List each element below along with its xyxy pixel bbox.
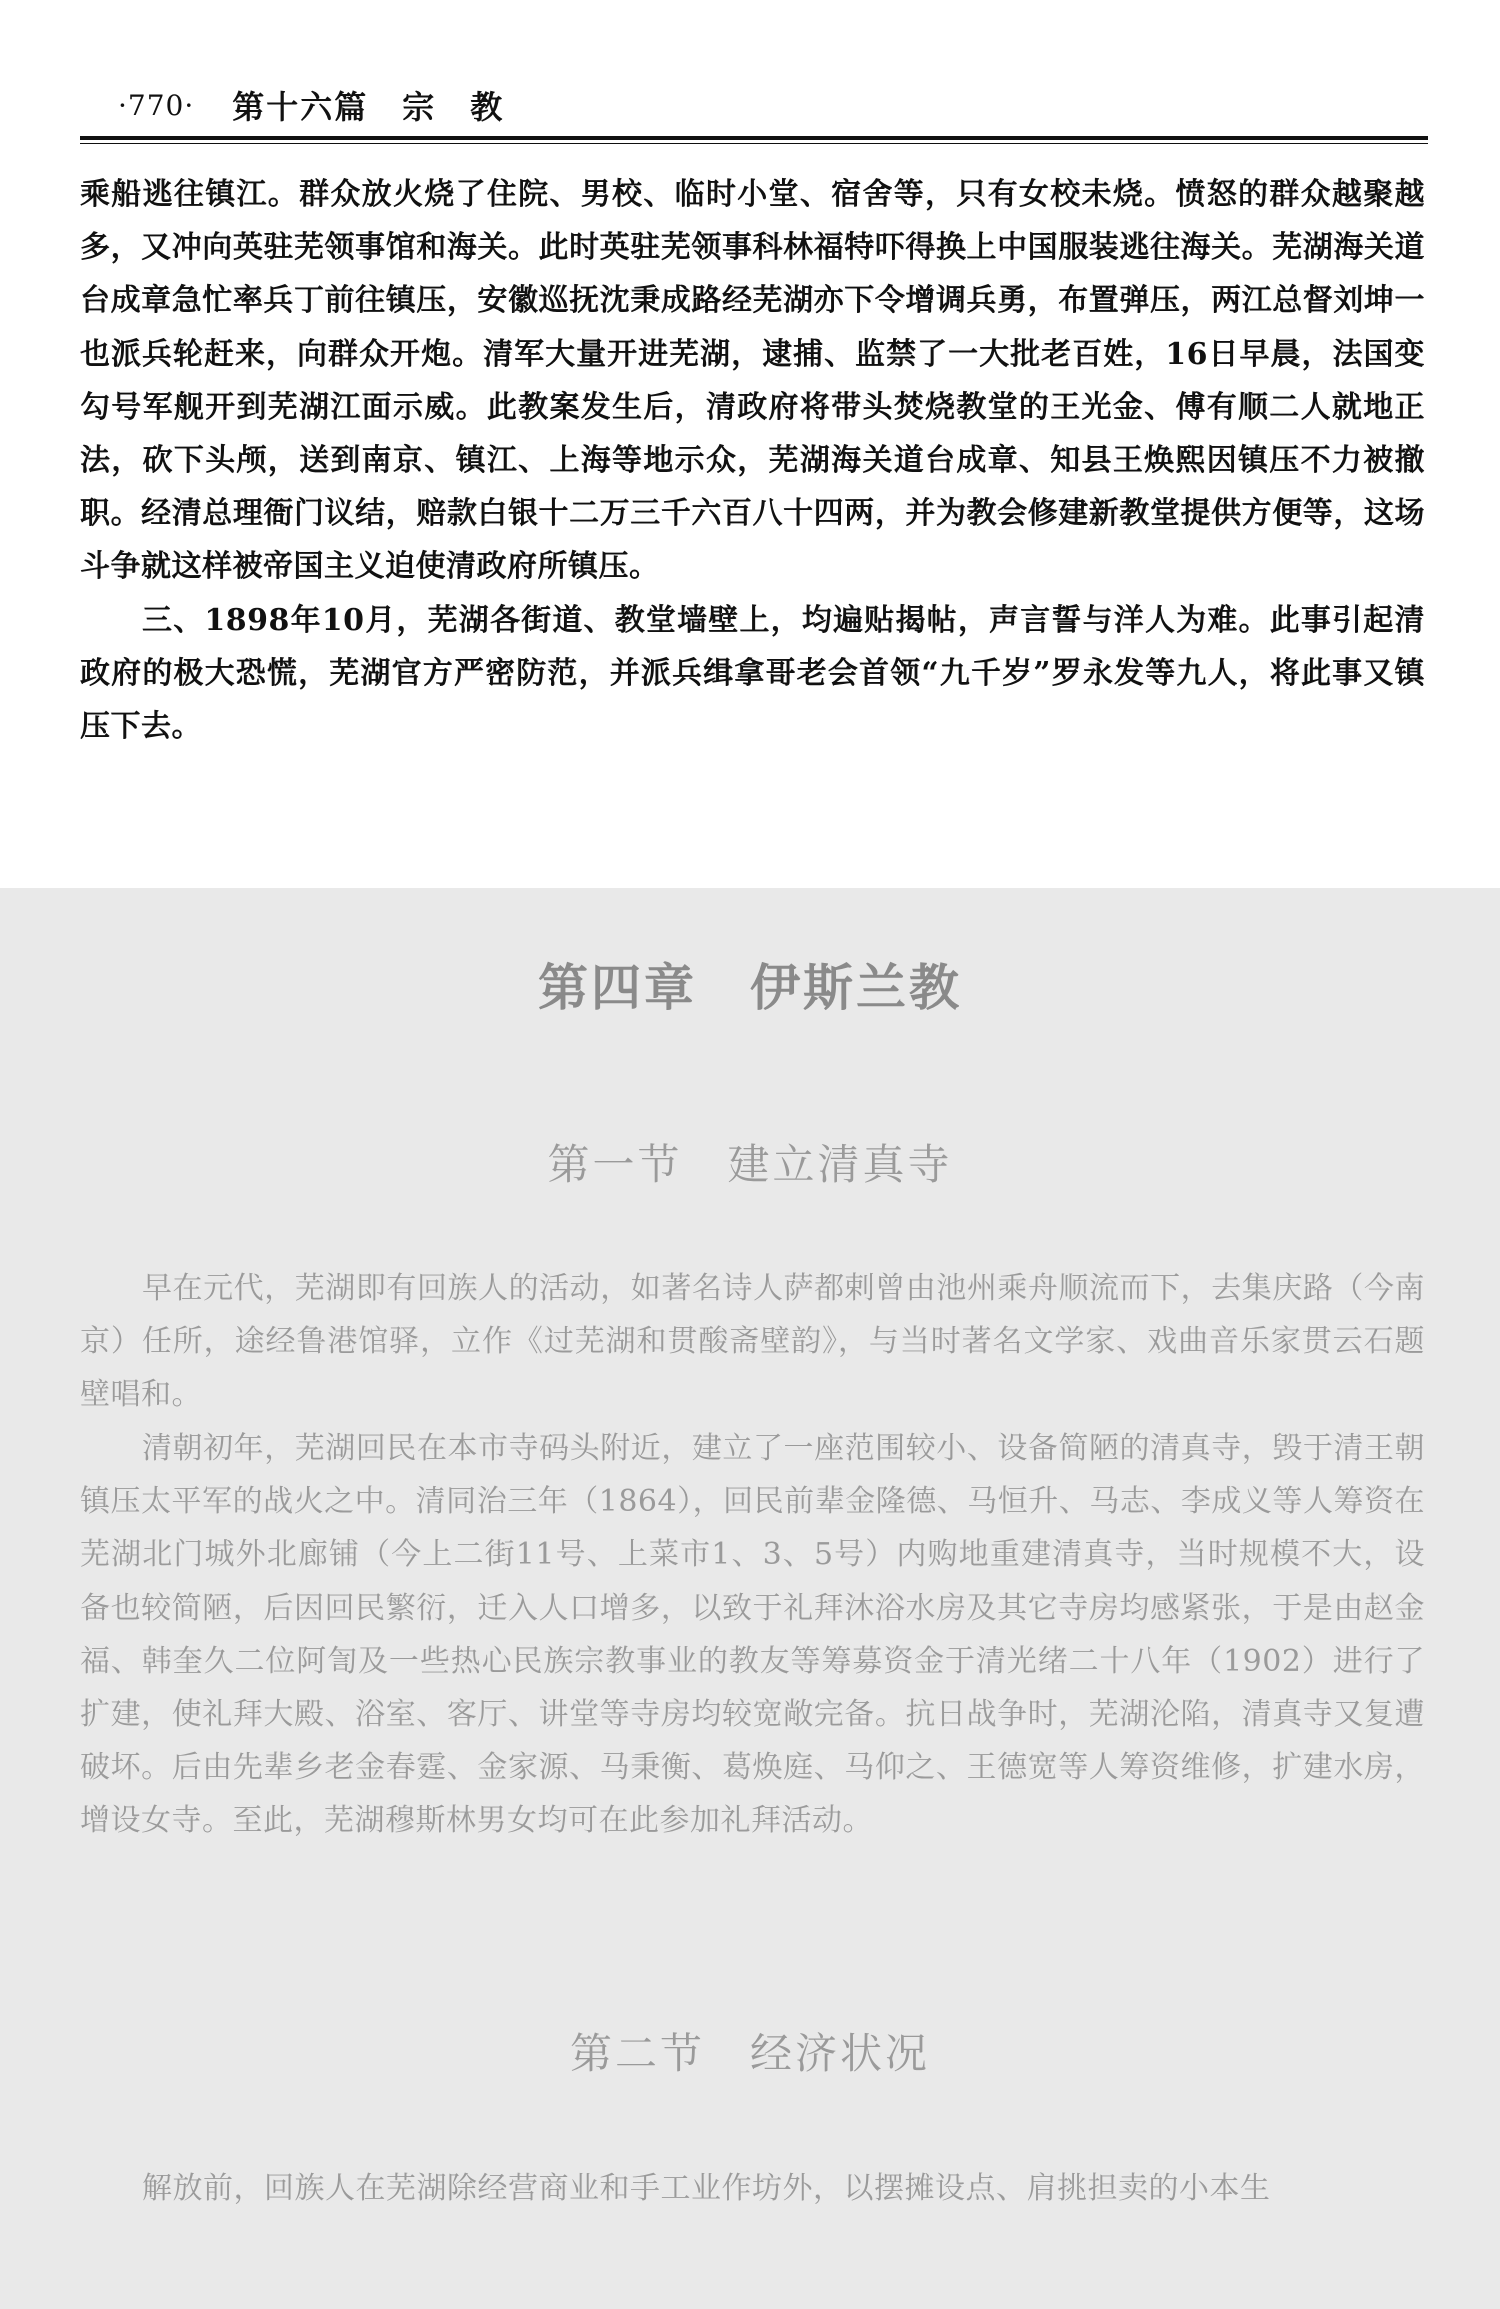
part-title: 第十六篇 宗 教 bbox=[232, 88, 505, 126]
chapter-title: 第四章 伊斯兰教 bbox=[538, 958, 962, 1017]
section-1-paragraph-1 bbox=[80, 1262, 1425, 1422]
top-text-block bbox=[80, 168, 1425, 753]
header-rule-thick bbox=[80, 136, 1428, 140]
paragraph-before-liberation: 解放前，回族人在芜湖除经营商业和手工业作坊外，以摆摊设点、肩挑担卖的小本生 bbox=[142, 2171, 1271, 2206]
section-2-paragraph-1 bbox=[80, 2162, 1425, 2215]
paragraph-yuan-dynasty: 早在元代，芜湖即有回族人的活动，如著名诗人萨都剌曾由池州乘舟顺流而下，去集庆路（今南京）任所，途经鲁港馆驿，立作《过芜湖和贯酸斋壁韵》，与当时著名文学家、戏曲音乐家贯云石题壁唱和。 bbox=[80, 1271, 1425, 1413]
paragraph-continuation: 乘船逃往镇江。群众放火烧了住院、男校、临时小堂、宿舍等，只有女校未烧。愤怒的群众越聚越多，又冲向英驻芜领事馆和海关。此时英驻芜领事科林福特吓得换上中国服装逃往海关。芜湖海关道台成章急忙率兵丁前往镇压，安徽巡抚沈秉成路经芜湖亦下令增调兵勇，布置弹压，两江总督刘坤一也派兵轮赶来，向群众开炮。清军大量开进芜湖，逮捕、监禁了一大批老百姓，16日早晨，法国变勾号军舰开到芜湖江面示威。此教案发生后，清政府将带头焚烧教堂的王光金、傅有顺二人就地正法，砍下头颅，送到南京、镇江、上海等地示众，芜湖海关道台成章、知县王焕熙因镇压不力被撤职。经清总理衙门议结，赔款白银十二万三千六百八十四两，并为教会修建新教堂提供方便等，这场斗争就这样被帝国主义迫使清政府所镇压。 bbox=[80, 177, 1425, 585]
header-rule-thin bbox=[80, 143, 1428, 144]
page-number: ·770· bbox=[118, 88, 195, 122]
paragraph-qing-dynasty: 清朝初年，芜湖回民在本市寺码头附近，建立了一座范围较小、设备简陋的清真寺，毁于清王朝镇压太平军的战火之中。清同治三年（1864），回民前辈金隆德、马恒升、马志、李成义等人筹资在芜湖北门城外北廊铺（今上二街11号、上菜市1、3、5号）内购地重建清真寺，当时规模不大，设备也较简陋，后因回民繁衍，迁入人口增多，以致于礼拜沐浴水房及其它寺房均感紧张，于是由赵金福、韩奎久二位阿訇及一些热心民族宗教事业的教友等筹募资金于清光绪二十八年（1902）进行了扩建，使礼拜大殿、浴室、客厅、讲堂等寺房均较宽敞完备。抗日战争时，芜湖沦陷，清真寺又复遭破坏。后由先辈乡老金春霆、金家源、马秉衡、葛焕庭、马仰之、王德宽等人筹资维修，扩建水房，增设女寺。至此，芜湖穆斯林男女均可在此参加礼拜活动。 bbox=[80, 1431, 1425, 1839]
section-title-economy: 第二节 经济状况 bbox=[569, 2029, 930, 2078]
running-head bbox=[118, 80, 504, 130]
section-title-mosque: 第一节 建立清真寺 bbox=[547, 1140, 953, 1189]
paragraph-item-three: 三、1898年10月，芜湖各街道、教堂墙壁上，均遍贴揭帖，声言誓与洋人为难。此事引起清政府的极大恐慌，芜湖官方严密防范，并派兵缉拿哥老会首领“九千岁”罗永发等九人，将此事又镇压下去。 bbox=[80, 602, 1425, 745]
section-1-paragraph-2 bbox=[80, 1422, 1425, 1848]
